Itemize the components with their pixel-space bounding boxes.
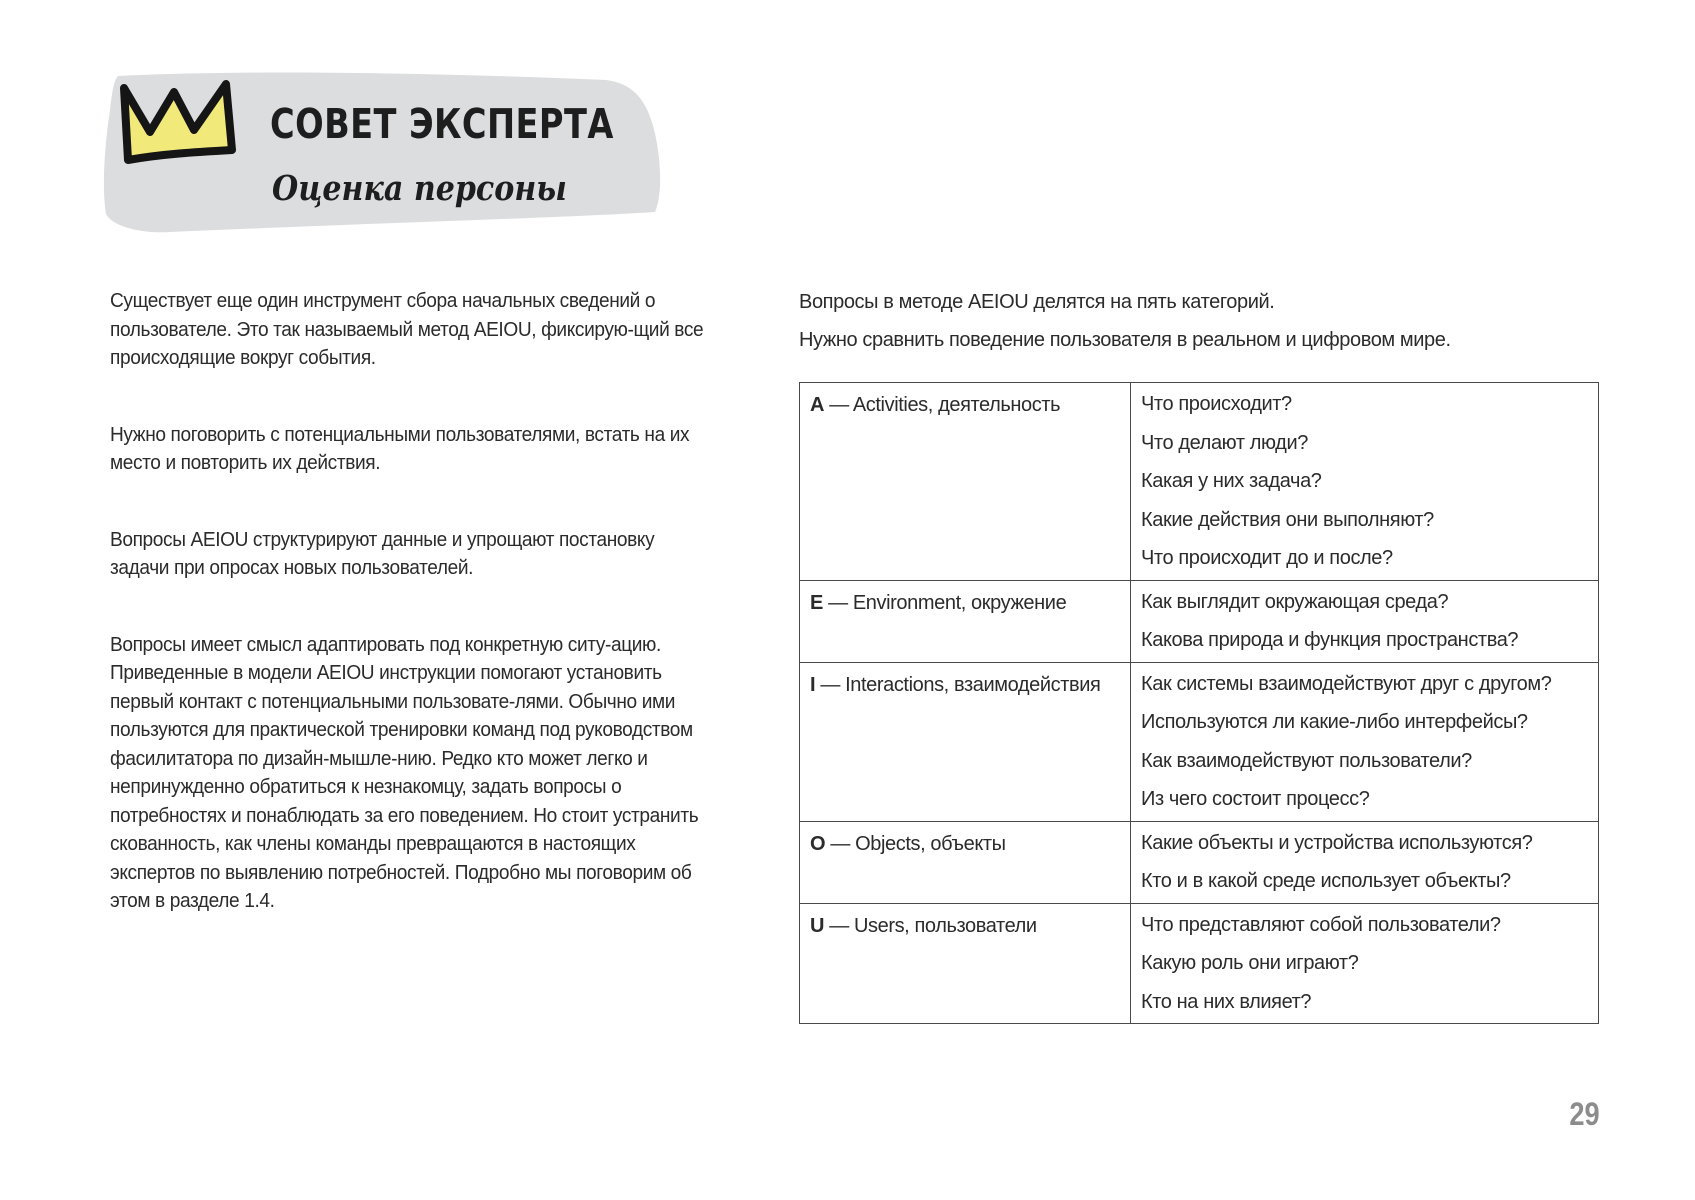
question: Что представляют собой пользователи? [1141, 913, 1501, 936]
category-label: — Interactions, взаимодействия [815, 673, 1101, 696]
category-letter: I [810, 673, 816, 696]
category-cell [800, 580, 1131, 662]
paragraph-2: Нужно поговорить с потенциальными пользователями, встать на их место и повторить их действия. [110, 423, 690, 474]
question: Как системы взаимодействуют друг с другом? [1141, 672, 1552, 695]
question: Кто на них влияет? [1141, 990, 1312, 1013]
category-letter: O [810, 832, 826, 855]
question: Что происходит до и после? [1141, 547, 1393, 569]
paragraph-3: Вопросы AEIOU структурируют данные и упрощают постановку задачи при опросах новых пользователей. [110, 528, 655, 579]
question: Какие объекты и устройства используются? [1141, 831, 1533, 854]
table-row-activities [800, 383, 1599, 581]
question: Что делают люди? [1141, 431, 1308, 454]
right-column [799, 288, 1599, 1013]
category-label: — Activities, деятельность [824, 394, 1061, 416]
question: Как взаимодействуют пользователи? [1141, 749, 1472, 772]
category-label: — Objects, объекты [825, 832, 1006, 855]
category-letter: A [810, 394, 825, 416]
intro-line-2: Нужно сравнить поведение пользователя в реальном и цифровом мире. [799, 329, 1451, 351]
question: Что происходит? [1141, 393, 1292, 415]
table-row-interactions [800, 662, 1599, 821]
question: Какая у них задача? [1141, 470, 1322, 492]
question: Какую роль они играют? [1141, 952, 1359, 974]
category-letter: E [810, 591, 823, 614]
table-row-environment [800, 580, 1599, 662]
question: Какова природа и функция пространства? [1141, 629, 1519, 651]
category-label: — Environment, окружение [822, 591, 1067, 614]
paragraph-1: Существует еще один инструмент сбора начальных сведений о пользователе. Это так называемый метод AEIOU, фиксирую-щий все происходящие вокруг события. [110, 290, 704, 369]
category-cell [800, 383, 1131, 581]
question: Из чего состоит процесс? [1141, 788, 1370, 810]
questions-cell [1131, 903, 1599, 1024]
question: Какие действия они выполняют? [1141, 508, 1434, 531]
left-column [110, 287, 730, 944]
questions-cell [1131, 580, 1599, 662]
category-cell [800, 903, 1131, 1024]
banner-subtitle: Оценка персоны [272, 168, 567, 209]
question: Используются ли какие-либо интерфейсы? [1141, 711, 1528, 733]
intro-line-1: Вопросы в методе AEIOU делятся на пять категорий. [799, 291, 1275, 313]
expert-tip-banner [0, 0, 700, 250]
crown-icon [116, 78, 246, 170]
aeiou-table [799, 382, 1599, 1024]
category-cell [800, 821, 1131, 903]
category-label: — Users, пользователи [824, 914, 1037, 937]
question: Кто и в какой среде использует объекты? [1141, 870, 1511, 892]
question: Как выглядит окружающая среда? [1141, 590, 1449, 613]
category-cell [800, 662, 1131, 821]
table-row-users [800, 903, 1599, 1024]
category-letter: U [810, 914, 825, 937]
questions-cell [1131, 383, 1599, 581]
questions-cell [1131, 821, 1599, 903]
paragraph-4: Вопросы имеет смысл адаптировать под конкретную ситу-ацию. Приведенные в модели AEIOU инструкции помогают установить первый контакт с потенциальными пользовате-лями. Обычно ими пользуются для практической тренировки команд под руководством фасилитатора по дизайн-мышле-нию. Редко кто может легко и непринужденно обратиться к незнакомцу, задать вопросы о потребностях и понаблюдать за его поведением. Но стоит устранить скованность, как члены команды превращаются в настоящих экспертов по выявлению потребностей. Подробно мы поговорим об этом в разделе 1.4. [110, 633, 699, 912]
questions-cell [1131, 662, 1599, 821]
table-row-objects [800, 821, 1599, 903]
banner-title: СОВЕТ ЭКСПЕРТА [270, 100, 614, 148]
page-number: 29 [1569, 1096, 1600, 1132]
